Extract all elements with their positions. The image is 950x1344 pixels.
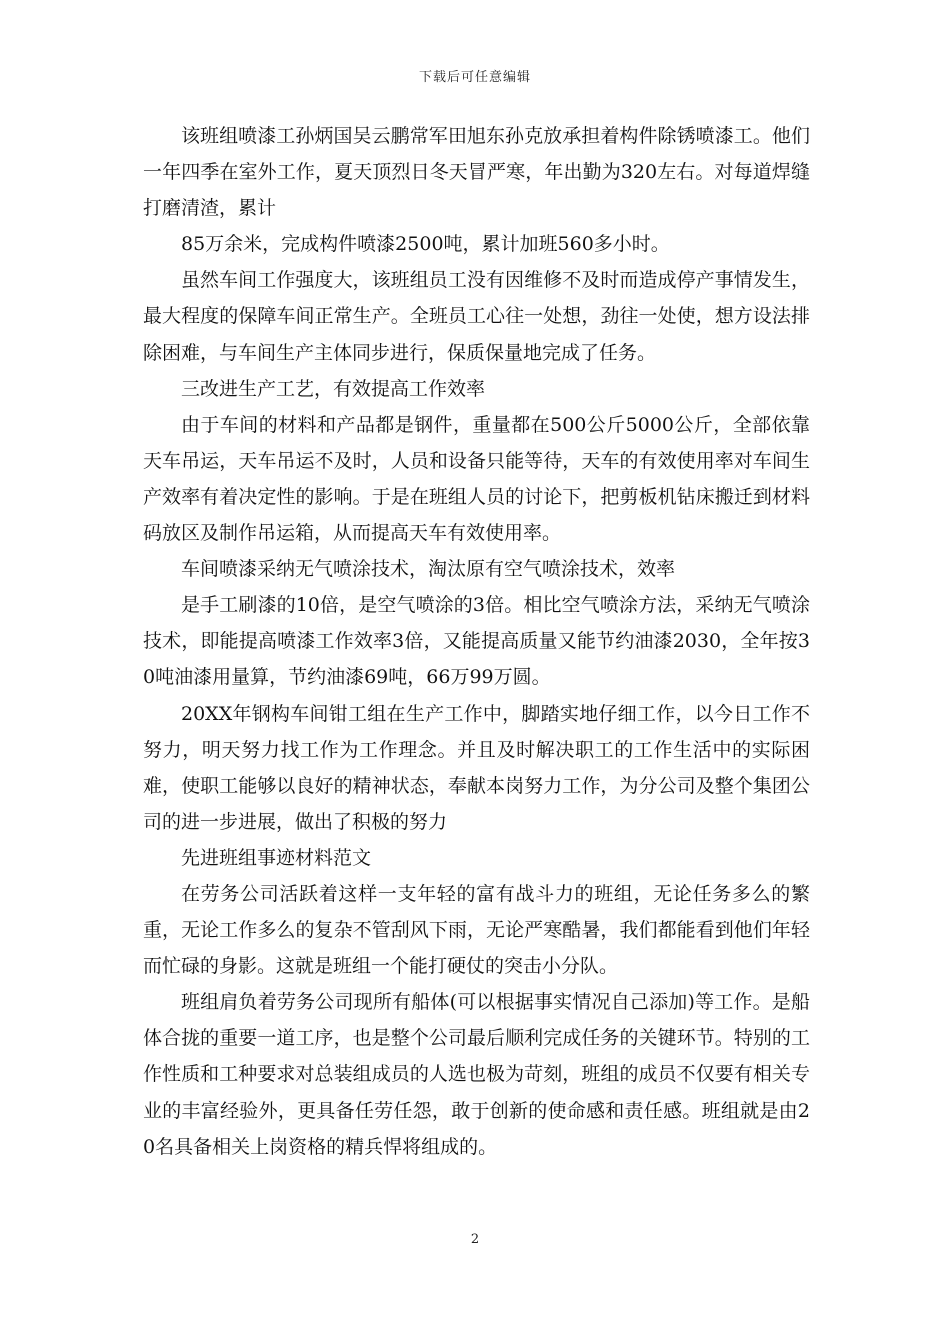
paragraph: 是手工刷漆的10倍，是空气喷涂的3倍。相比空气喷涂方法，采纳无气喷涂技术，即能提高喷漆工作效率3倍，又能提高质量又能节约油漆2030，全年按30吨油漆用量算，节约油漆69吨，66万99万圆。: [143, 594, 810, 689]
section-heading: 三改进生产工艺，有效提高工作效率: [181, 377, 486, 400]
page-header: 下载后可任意编辑: [418, 70, 531, 85]
paragraph: 20XX年钢构车间钳工组在生产工作中，脚踏实地仔细工作，以今日工作不努力，明天努力找工作为工作理念。并且及时解决职工的工作生活中的实际困难，使职工能够以良好的精神状态，奉献本岗努力工作，为分公司及整个集团公司的进一步进展，做出了积极的努力: [143, 702, 810, 833]
paragraph: 在劳务公司活跃着这样一支年轻的富有战斗力的班组，无论任务多么的繁重，无论工作多么的复杂不管刮风下雨，无论严寒酷暑，我们都能看到他们年轻而忙碌的身影。这就是班组一个能打硬仗的突击小分队。: [143, 882, 810, 978]
paragraph: 该班组喷漆工孙炳国吴云鹏常军田旭东孙克放承担着构件除锈喷漆工。他们一年四季在室外工作，夏天顶烈日冬天冒严寒，年出勤为320左右。对每道焊缝打磨清渣，累计: [143, 125, 810, 220]
page-number: 2: [470, 1232, 480, 1247]
paragraph: 虽然车间工作强度大，该班组员工没有因维修不及时而造成停产事情发生，最大程度的保障车间正常生产。全班员工心往一处想，劲往一处使，想方设法排除困难，与车间生产主体同步进行，保质保量地完成了任务。: [143, 269, 810, 364]
paragraph: 由于车间的材料和产品都是钢件，重量都在500公斤5000公斤，全部依靠天车吊运，天车吊运不及时，人员和设备只能等待，天车的有效使用率对车间生产效率有着决定性的影响。于是在班组人员的讨论下，把剪板机钻床搬迁到材料码放区及制作吊运箱，从而提高天车有效使用率。: [143, 413, 810, 545]
paragraph: 车间喷漆采纳无气喷涂技术，淘汰原有空气喷涂技术，效率: [181, 558, 676, 581]
document-body: [143, 118, 810, 1165]
paragraph: 班组肩负着劳务公司现所有船体(可以根据事实情况自己添加)等工作。是船体合拢的重要一道工序，也是整个公司最后顺利完成任务的关键环节。特别的工作性质和工种要求对总装组成员的人选也极为苛刻，班组的成员不仅要有相关专业的丰富经验外，更具备任劳任怨，敢于创新的使命感和责任感。班组就是由20名具备相关上岗资格的精兵悍将组成的。: [143, 991, 810, 1158]
paragraph: 85万余米，完成构件喷漆2500吨，累计加班560多小时。: [181, 233, 670, 256]
section-heading: 先进班组事迹材料范文: [181, 846, 372, 869]
